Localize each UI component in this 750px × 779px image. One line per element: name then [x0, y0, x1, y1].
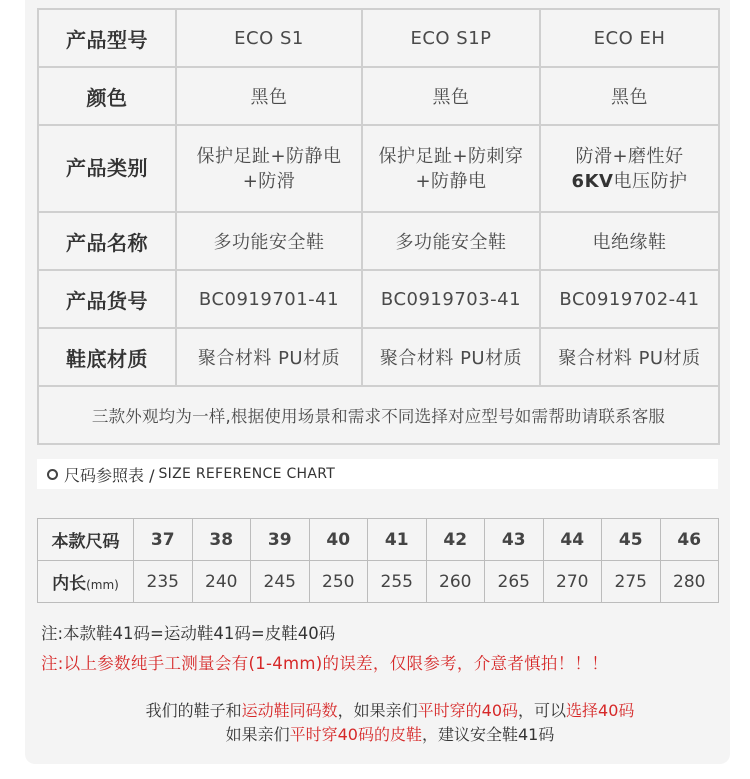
advice-text: ，建议安全鞋41码	[422, 725, 555, 744]
advice-text: ，可以	[518, 701, 567, 720]
spec-value-line	[541, 169, 718, 194]
spec-label: 产品货号	[38, 270, 176, 328]
advice-highlight: 选择40码	[566, 701, 635, 720]
spec-value	[176, 125, 362, 212]
size-cell: 42	[426, 519, 485, 561]
spec-label: 鞋底材质	[38, 328, 176, 386]
voltage-label: 电压防护	[613, 170, 688, 192]
spec-value	[540, 125, 719, 212]
size-cell: 38	[192, 519, 251, 561]
spec-value: 聚合材料 PU材质	[362, 328, 540, 386]
model-name: ECO S1P	[362, 9, 540, 67]
spec-value-line: +防滑	[242, 170, 296, 192]
spec-value: 黑色	[540, 67, 719, 125]
spec-value: 电绝缘鞋	[540, 212, 719, 270]
size-cell: 39	[251, 519, 310, 561]
spec-value: 聚合材料 PU材质	[540, 328, 719, 386]
advice-text: ，如果亲们	[337, 701, 418, 720]
size-cell: 40	[309, 519, 368, 561]
size-note: 注:本款鞋41码=运动鞋41码=皮鞋40码	[41, 624, 336, 643]
length-unit: (mm)	[86, 578, 119, 592]
spec-label-model: 产品型号	[38, 9, 176, 67]
spec-value-line: 保护足趾+防刺穿	[378, 145, 524, 167]
size-chart-title-cn: 尺码参照表 /	[64, 465, 155, 485]
model-name: ECO S1	[176, 9, 362, 67]
spec-row-sole	[38, 328, 719, 386]
size-cell: 37	[134, 519, 193, 561]
spec-value-line: +防静电	[415, 170, 487, 192]
length-cell: 255	[368, 561, 427, 603]
spec-label: 产品名称	[38, 212, 176, 270]
spec-value: 多功能安全鞋	[176, 212, 362, 270]
spec-value-line: 防滑+磨性好	[575, 145, 684, 167]
size-cell: 46	[660, 519, 719, 561]
spec-value: BC0919701-41	[176, 270, 362, 328]
length-cell: 270	[543, 561, 602, 603]
measurement-warning: 注:以上参数纯手工测量会有(1-4mm)的误差，仅限参考，介意者慎拍！！！	[41, 654, 609, 673]
circle-icon	[47, 469, 58, 480]
length-cell: 275	[602, 561, 661, 603]
advice-highlight: 平时穿的40码	[417, 701, 519, 720]
length-row-label	[38, 561, 134, 603]
model-name: ECO EH	[540, 9, 719, 67]
spec-value-line: 保护足趾+防静电	[196, 145, 342, 167]
size-chart-header	[37, 459, 718, 489]
size-cell: 43	[485, 519, 544, 561]
advice-highlight: 平时穿40码的皮鞋	[289, 725, 422, 744]
advice-text: 我们的鞋子和	[145, 701, 242, 720]
length-cell: 250	[309, 561, 368, 603]
spec-row-name	[38, 212, 719, 270]
length-label: 内长	[52, 574, 87, 594]
spec-table	[37, 8, 720, 445]
length-cell: 260	[426, 561, 485, 603]
size-cell: 45	[602, 519, 661, 561]
length-row	[38, 561, 719, 603]
spec-row-model	[38, 9, 719, 67]
size-row	[38, 519, 719, 561]
size-cell: 44	[543, 519, 602, 561]
spec-label: 产品类别	[38, 125, 176, 212]
advice-highlight: 运动鞋同码数	[241, 701, 338, 720]
size-row-label: 本款尺码	[38, 519, 134, 561]
spec-footer-note: 三款外观均为一样,根据使用场景和需求不同选择对应型号如需帮助请联系客服	[38, 386, 719, 444]
length-cell: 280	[660, 561, 719, 603]
spec-row-color	[38, 67, 719, 125]
voltage-value: 6KV	[571, 170, 614, 192]
spec-row-sku	[38, 270, 719, 328]
spec-label: 颜色	[38, 67, 176, 125]
spec-value: 多功能安全鞋	[362, 212, 540, 270]
size-table	[37, 518, 719, 603]
length-cell: 240	[192, 561, 251, 603]
spec-value: BC0919703-41	[362, 270, 540, 328]
spec-row-footer	[38, 386, 719, 444]
length-cell: 235	[134, 561, 193, 603]
size-chart-title-en: SIZE REFERENCE CHART	[158, 466, 336, 482]
spec-value: 黑色	[362, 67, 540, 125]
size-advice-line-2	[0, 722, 750, 745]
size-cell: 41	[368, 519, 427, 561]
spec-value	[362, 125, 540, 212]
spec-value: 黑色	[176, 67, 362, 125]
spec-row-category	[38, 125, 719, 212]
advice-text: 如果亲们	[225, 725, 290, 744]
size-advice-line-1	[0, 698, 750, 721]
length-cell: 265	[485, 561, 544, 603]
length-cell: 245	[251, 561, 310, 603]
spec-value: 聚合材料 PU材质	[176, 328, 362, 386]
spec-value: BC0919702-41	[540, 270, 719, 328]
